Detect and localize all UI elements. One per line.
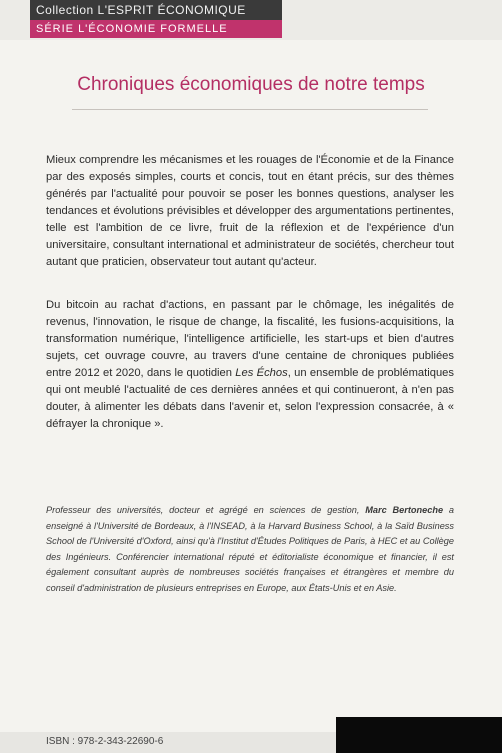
series-label: SÉRIE L'ÉCONOMIE FORMELLE (30, 20, 282, 38)
book-title: Chroniques économiques de notre temps (77, 74, 425, 95)
description-paragraph-1: Mieux comprendre les mécanismes et les rouages de l'Économie et de la Finance par des exposés simples, courts et concis, tout en étant précis, sur des thèmes générés par l'actualité pour pouvoir se poser les bonnes questions, analyser les tendances et évolutions prévisibles et développer des argumentations pertinentes, telle est l'ambition de ce livre, fruit de la réflexion et de l'expérience d'un universitaire, consultant international et administrateur de sociétés, chercheur tout autant que praticien, observateur tout autant qu'acteur. (46, 154, 454, 268)
bio-text-end: a enseigné à l'Université de Bordeaux, à l'INSEAD, à la Harvard Business School, à la Saïd Business School de l'Université d'Oxford, ainsi qu'à l'Institut d'Études Politiques de Paris, à HEC et au Collège des Ingénieurs. Conférencier international réputé et éditorialiste économique et financier, il est également consultant auprès de nombreuses sociétés françaises et étrangères et membre du conseil d'administration de plusieurs entreprises en Europe, aux États-Unis et en Asie. (46, 505, 454, 593)
barcode-block (336, 717, 502, 753)
title-divider (72, 109, 428, 110)
collection-label: Collection L'ESPRIT ÉCONOMIQUE (30, 0, 282, 20)
newspaper-name: Les Échos (235, 367, 288, 379)
description-paragraph-2 (46, 297, 454, 433)
paragraph-2-text-start: Du bitcoin au rachat d'actions, en passant par le chômage, les inégalités de revenus, l'innovation, le risque de change, la fiscalité, les fusions-acquisitions, la transformation numérique, l'intelligence artificielle, les start-ups et bien d'autres sujets, cet ouvrage couvre, au travers d'une centaine de chroniques publiées entre 2012 et 2020, dans le quotidien (46, 299, 454, 379)
bio-text-start: Professeur des universités, docteur et agrégé en sciences de gestion, (46, 505, 366, 515)
author-name: Marc Bertoneche (365, 505, 444, 515)
author-biography (46, 503, 454, 596)
isbn-number: ISBN : 978-2-343-22690-6 (46, 736, 164, 747)
paragraph-2-text-end: , un ensemble de problématiques qui ont meublé l'actualité de ces dernières années et qui continueront, à n'en pas douter, à alimenter les débats dans l'avenir et, selon l'expression consacrée, à « défrayer la chronique ». (46, 367, 454, 430)
